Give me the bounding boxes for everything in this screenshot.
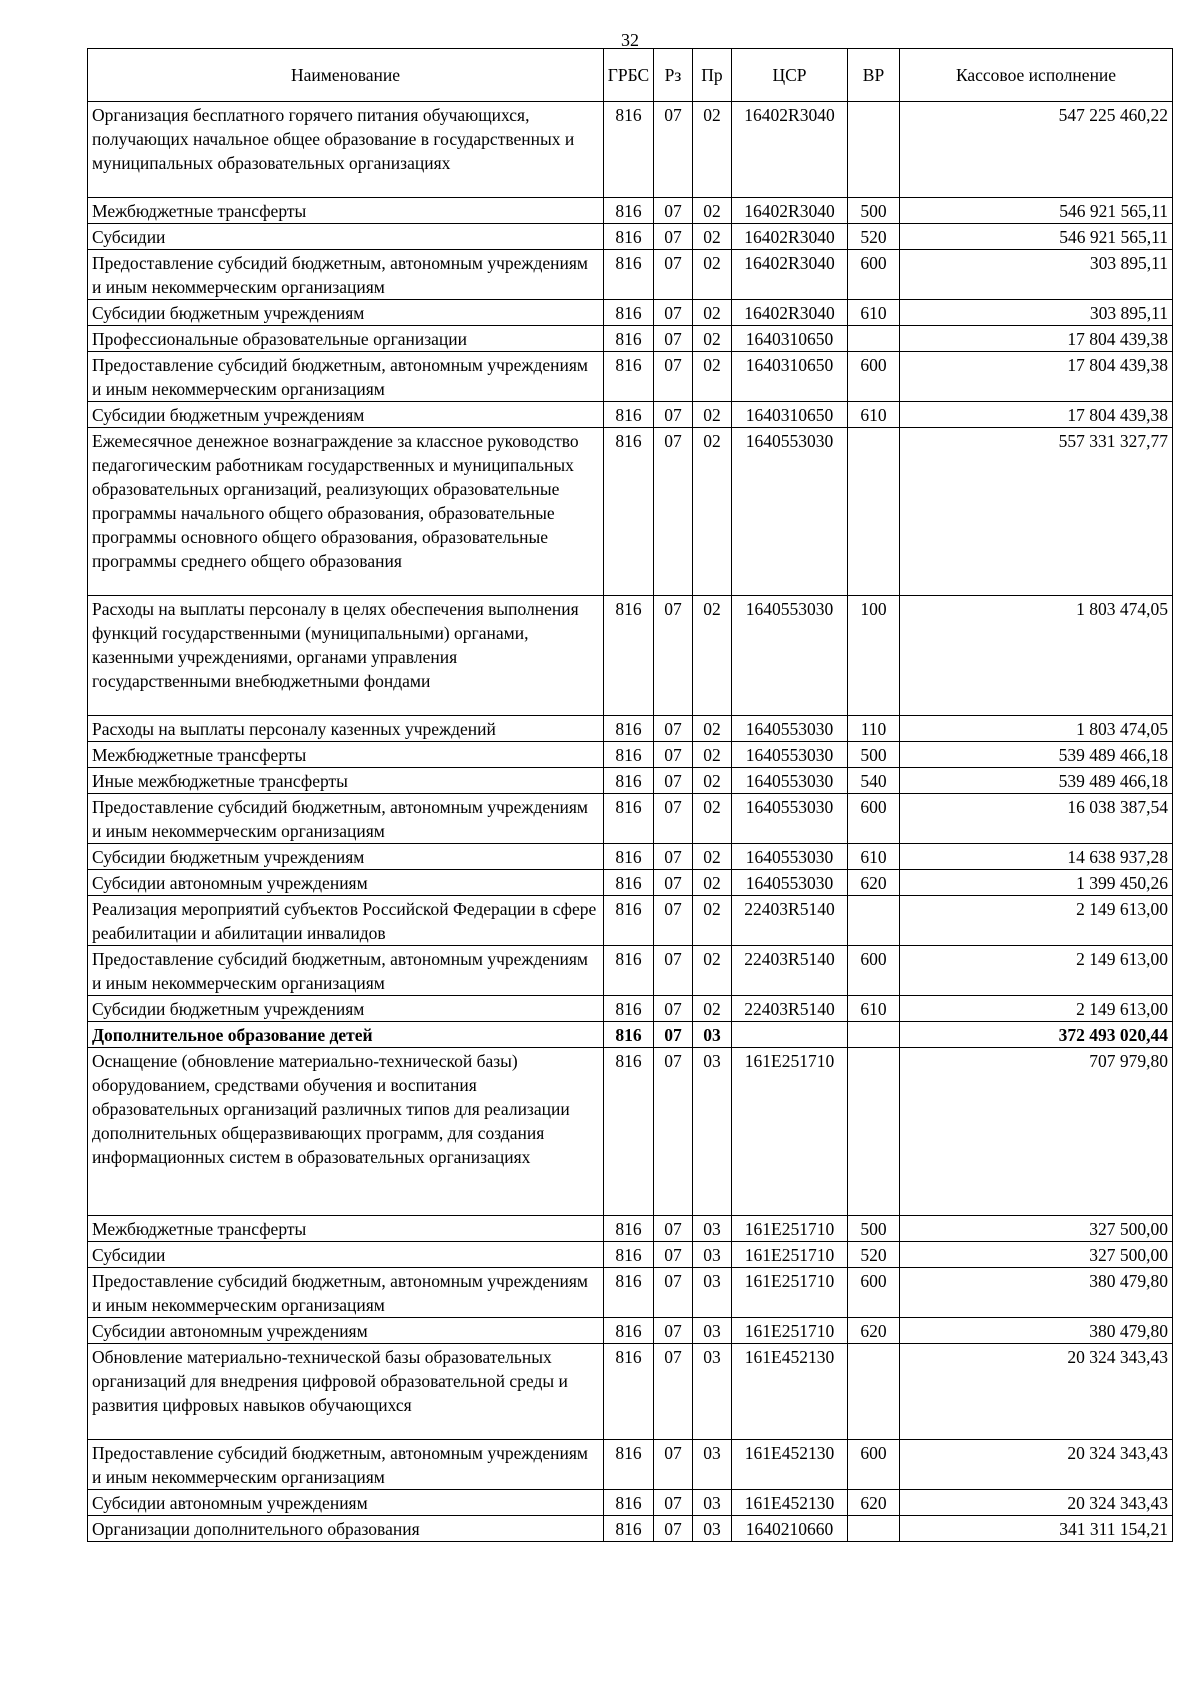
- cell-pr: 02: [693, 768, 732, 794]
- cell-grbs: 816: [604, 1268, 654, 1318]
- cell-grbs: 816: [604, 794, 654, 844]
- table-row: [88, 300, 1173, 326]
- cell-name: Субсидии бюджетным учреждениям: [88, 300, 604, 326]
- cell-amount: 539 489 466,18: [900, 768, 1173, 794]
- cell-amount: 380 479,80: [900, 1318, 1173, 1344]
- cell-rz: 07: [654, 768, 693, 794]
- cell-rz: 07: [654, 250, 693, 300]
- table-row: [88, 1242, 1173, 1268]
- cell-csr: 16402R3040: [732, 300, 848, 326]
- cell-vr: 620: [848, 1318, 900, 1344]
- cell-vr: 500: [848, 1216, 900, 1242]
- cell-pr: 02: [693, 996, 732, 1022]
- cell-csr: 161E251710: [732, 1048, 848, 1216]
- cell-csr: 22403R5140: [732, 996, 848, 1022]
- cell-pr: 03: [693, 1318, 732, 1344]
- cell-rz: 07: [654, 946, 693, 996]
- table-row: [88, 844, 1173, 870]
- cell-pr: 02: [693, 596, 732, 716]
- cell-name: Субсидии автономным учреждениям: [88, 1490, 604, 1516]
- cell-grbs: 816: [604, 402, 654, 428]
- table-row: [88, 1440, 1173, 1490]
- cell-grbs: 816: [604, 1318, 654, 1344]
- cell-pr: 03: [693, 1242, 732, 1268]
- cell-vr: 610: [848, 996, 900, 1022]
- cell-name: Оснащение (обновление материально-технической базы) оборудованием, средствами обучения и воспитания образовательных организаций различных типов для реализации дополнительных общеразвивающих программ, для создания информационных систем в образовательных организациях: [88, 1048, 604, 1216]
- table-row: [88, 794, 1173, 844]
- cell-grbs: 816: [604, 300, 654, 326]
- cell-vr: 610: [848, 300, 900, 326]
- cell-grbs: 816: [604, 946, 654, 996]
- cell-vr: 110: [848, 716, 900, 742]
- cell-rz: 07: [654, 996, 693, 1022]
- table-row: [88, 896, 1173, 946]
- cell-csr: 1640553030: [732, 428, 848, 596]
- cell-name: Субсидии бюджетным учреждениям: [88, 996, 604, 1022]
- cell-csr: 16402R3040: [732, 198, 848, 224]
- cell-name: Предоставление субсидий бюджетным, автономным учреждениям и иным некоммерческим организациям: [88, 1440, 604, 1490]
- cell-amount: 17 804 439,38: [900, 402, 1173, 428]
- cell-name: Предоставление субсидий бюджетным, автономным учреждениям и иным некоммерческим организациям: [88, 352, 604, 402]
- table-row: [88, 326, 1173, 352]
- cell-rz: 07: [654, 326, 693, 352]
- cell-vr: [848, 1048, 900, 1216]
- cell-amount: 327 500,00: [900, 1216, 1173, 1242]
- cell-grbs: 816: [604, 768, 654, 794]
- cell-grbs: 816: [604, 102, 654, 198]
- cell-csr: 16402R3040: [732, 250, 848, 300]
- table-row: [88, 946, 1173, 996]
- cell-vr: [848, 896, 900, 946]
- cell-csr: 161E452130: [732, 1440, 848, 1490]
- cell-rz: 07: [654, 896, 693, 946]
- cell-amount: 17 804 439,38: [900, 352, 1173, 402]
- cell-csr: 1640553030: [732, 742, 848, 768]
- cell-pr: 02: [693, 844, 732, 870]
- table-row: [88, 1516, 1173, 1542]
- cell-vr: 600: [848, 1440, 900, 1490]
- cell-amount: 20 324 343,43: [900, 1344, 1173, 1440]
- table-row: [88, 870, 1173, 896]
- cell-rz: 07: [654, 1022, 693, 1048]
- cell-csr: 1640310650: [732, 326, 848, 352]
- budget-execution-table: [87, 48, 1173, 1542]
- table-row: [88, 716, 1173, 742]
- table-row: [88, 352, 1173, 402]
- cell-vr: [848, 428, 900, 596]
- cell-vr: 600: [848, 794, 900, 844]
- cell-grbs: 816: [604, 224, 654, 250]
- cell-grbs: 816: [604, 428, 654, 596]
- cell-rz: 07: [654, 1344, 693, 1440]
- cell-vr: 620: [848, 1490, 900, 1516]
- cell-csr: 22403R5140: [732, 896, 848, 946]
- cell-grbs: 816: [604, 1022, 654, 1048]
- cell-csr: 1640553030: [732, 596, 848, 716]
- table-row: [88, 102, 1173, 198]
- cell-name: Расходы на выплаты персоналу казенных учреждений: [88, 716, 604, 742]
- cell-name: Организации дополнительного образования: [88, 1516, 604, 1542]
- cell-pr: 03: [693, 1048, 732, 1216]
- cell-pr: 02: [693, 198, 732, 224]
- cell-csr: 161E452130: [732, 1490, 848, 1516]
- cell-amount: 1 399 450,26: [900, 870, 1173, 896]
- cell-csr: [732, 1022, 848, 1048]
- cell-csr: 1640310650: [732, 402, 848, 428]
- cell-name: Межбюджетные трансферты: [88, 1216, 604, 1242]
- cell-csr: 1640310650: [732, 352, 848, 402]
- cell-rz: 07: [654, 1516, 693, 1542]
- table-row: [88, 1344, 1173, 1440]
- cell-name: Межбюджетные трансферты: [88, 742, 604, 768]
- cell-vr: [848, 326, 900, 352]
- cell-csr: 16402R3040: [732, 224, 848, 250]
- cell-name: Предоставление субсидий бюджетным, автономным учреждениям и иным некоммерческим организациям: [88, 1268, 604, 1318]
- cell-rz: 07: [654, 352, 693, 402]
- cell-pr: 03: [693, 1022, 732, 1048]
- cell-rz: 07: [654, 1242, 693, 1268]
- table-header-row: [88, 49, 1173, 102]
- cell-grbs: 816: [604, 742, 654, 768]
- cell-amount: 2 149 613,00: [900, 996, 1173, 1022]
- cell-amount: 546 921 565,11: [900, 224, 1173, 250]
- cell-rz: 07: [654, 1318, 693, 1344]
- cell-csr: 1640553030: [732, 768, 848, 794]
- cell-amount: 20 324 343,43: [900, 1490, 1173, 1516]
- table-row: [88, 250, 1173, 300]
- cell-name: Профессиональные образовательные организации: [88, 326, 604, 352]
- cell-csr: 1640210660: [732, 1516, 848, 1542]
- cell-pr: 03: [693, 1268, 732, 1318]
- cell-pr: 02: [693, 300, 732, 326]
- cell-rz: 07: [654, 198, 693, 224]
- cell-vr: 520: [848, 1242, 900, 1268]
- cell-vr: 100: [848, 596, 900, 716]
- cell-grbs: 816: [604, 198, 654, 224]
- cell-pr: 02: [693, 946, 732, 996]
- table-row: [88, 224, 1173, 250]
- table-row: [88, 402, 1173, 428]
- cell-amount: 303 895,11: [900, 300, 1173, 326]
- cell-grbs: 816: [604, 250, 654, 300]
- cell-vr: 500: [848, 198, 900, 224]
- cell-vr: [848, 1516, 900, 1542]
- cell-rz: 07: [654, 1268, 693, 1318]
- cell-amount: 546 921 565,11: [900, 198, 1173, 224]
- cell-csr: 1640553030: [732, 716, 848, 742]
- cell-name: Реализация мероприятий субъектов Российской Федерации в сфере реабилитации и абилитации инвалидов: [88, 896, 604, 946]
- cell-vr: 620: [848, 870, 900, 896]
- table-row: [88, 428, 1173, 596]
- cell-grbs: 816: [604, 896, 654, 946]
- cell-grbs: 816: [604, 1048, 654, 1216]
- cell-amount: 707 979,80: [900, 1048, 1173, 1216]
- cell-amount: 327 500,00: [900, 1242, 1173, 1268]
- cell-name: Субсидии автономным учреждениям: [88, 870, 604, 896]
- header-grbs: ГРБС: [604, 49, 654, 102]
- table-row: [88, 996, 1173, 1022]
- cell-grbs: 816: [604, 1344, 654, 1440]
- header-rz: Рз: [654, 49, 693, 102]
- cell-rz: 07: [654, 794, 693, 844]
- cell-vr: 540: [848, 768, 900, 794]
- cell-name: Субсидии: [88, 224, 604, 250]
- cell-pr: 02: [693, 870, 732, 896]
- cell-amount: 303 895,11: [900, 250, 1173, 300]
- cell-amount: 372 493 020,44: [900, 1022, 1173, 1048]
- cell-name: Расходы на выплаты персоналу в целях обеспечения выполнения функций государственными (муниципальными) органами, казенными учреждениями, органами управления государственными внебюджетными фондами: [88, 596, 604, 716]
- cell-name: Межбюджетные трансферты: [88, 198, 604, 224]
- cell-amount: 2 149 613,00: [900, 896, 1173, 946]
- cell-vr: 520: [848, 224, 900, 250]
- cell-rz: 07: [654, 428, 693, 596]
- cell-pr: 02: [693, 794, 732, 844]
- cell-amount: 1 803 474,05: [900, 716, 1173, 742]
- cell-amount: 341 311 154,21: [900, 1516, 1173, 1542]
- header-vr: ВР: [848, 49, 900, 102]
- cell-amount: 2 149 613,00: [900, 946, 1173, 996]
- cell-rz: 07: [654, 224, 693, 250]
- cell-csr: 161E251710: [732, 1268, 848, 1318]
- cell-pr: 03: [693, 1490, 732, 1516]
- cell-pr: 02: [693, 402, 732, 428]
- cell-amount: 539 489 466,18: [900, 742, 1173, 768]
- cell-csr: 161E251710: [732, 1318, 848, 1344]
- cell-vr: 600: [848, 1268, 900, 1318]
- cell-pr: 03: [693, 1516, 732, 1542]
- cell-csr: 1640553030: [732, 794, 848, 844]
- header-pr: Пр: [693, 49, 732, 102]
- cell-name: Обновление материально-технической базы образовательных организаций для внедрения цифровой образовательной среды и развития цифровых навыков обучающихся: [88, 1344, 604, 1440]
- table-row: [88, 1490, 1173, 1516]
- cell-rz: 07: [654, 742, 693, 768]
- cell-name: Субсидии: [88, 1242, 604, 1268]
- cell-vr: 610: [848, 402, 900, 428]
- cell-rz: 07: [654, 1490, 693, 1516]
- cell-pr: 02: [693, 224, 732, 250]
- table-row: [88, 1318, 1173, 1344]
- cell-grbs: 816: [604, 326, 654, 352]
- cell-pr: 02: [693, 742, 732, 768]
- cell-rz: 07: [654, 1216, 693, 1242]
- table-row: [88, 768, 1173, 794]
- table-row: [88, 1022, 1173, 1048]
- cell-name: Ежемесячное денежное вознаграждение за классное руководство педагогическим работникам государственных и муниципальных образовательных организаций, реализующих образовательные программы начального общего образования, образовательные программы основного общего образования, образовательные программы среднего общего образования: [88, 428, 604, 596]
- cell-rz: 07: [654, 1048, 693, 1216]
- cell-pr: 02: [693, 102, 732, 198]
- cell-pr: 03: [693, 1440, 732, 1490]
- cell-pr: 02: [693, 326, 732, 352]
- table-row: [88, 1048, 1173, 1216]
- cell-grbs: 816: [604, 352, 654, 402]
- cell-grbs: 816: [604, 870, 654, 896]
- cell-rz: 07: [654, 300, 693, 326]
- cell-amount: 557 331 327,77: [900, 428, 1173, 596]
- cell-amount: 20 324 343,43: [900, 1440, 1173, 1490]
- table-row: [88, 742, 1173, 768]
- cell-grbs: 816: [604, 1440, 654, 1490]
- cell-amount: 1 803 474,05: [900, 596, 1173, 716]
- cell-csr: 1640553030: [732, 844, 848, 870]
- table-row: [88, 198, 1173, 224]
- cell-grbs: 816: [604, 596, 654, 716]
- cell-vr: [848, 1022, 900, 1048]
- cell-csr: 22403R5140: [732, 946, 848, 996]
- header-csr: ЦСР: [732, 49, 848, 102]
- cell-vr: 610: [848, 844, 900, 870]
- cell-rz: 07: [654, 596, 693, 716]
- cell-name: Субсидии бюджетным учреждениям: [88, 402, 604, 428]
- cell-name: Дополнительное образование детей: [88, 1022, 604, 1048]
- cell-pr: 03: [693, 1216, 732, 1242]
- cell-vr: [848, 102, 900, 198]
- cell-grbs: 816: [604, 1242, 654, 1268]
- table-row: [88, 1268, 1173, 1318]
- cell-amount: 14 638 937,28: [900, 844, 1173, 870]
- cell-grbs: 816: [604, 716, 654, 742]
- cell-csr: 161E452130: [732, 1344, 848, 1440]
- header-name: Наименование: [88, 49, 604, 102]
- cell-vr: 600: [848, 250, 900, 300]
- cell-amount: 16 038 387,54: [900, 794, 1173, 844]
- cell-grbs: 816: [604, 1216, 654, 1242]
- cell-rz: 07: [654, 1440, 693, 1490]
- cell-grbs: 816: [604, 1490, 654, 1516]
- cell-csr: 16402R3040: [732, 102, 848, 198]
- cell-grbs: 816: [604, 1516, 654, 1542]
- cell-pr: 02: [693, 428, 732, 596]
- cell-rz: 07: [654, 870, 693, 896]
- cell-grbs: 816: [604, 996, 654, 1022]
- cell-rz: 07: [654, 844, 693, 870]
- cell-rz: 07: [654, 102, 693, 198]
- cell-vr: 500: [848, 742, 900, 768]
- cell-pr: 02: [693, 716, 732, 742]
- cell-vr: 600: [848, 352, 900, 402]
- header-amount: Кассовое исполнение: [900, 49, 1173, 102]
- cell-amount: 380 479,80: [900, 1268, 1173, 1318]
- cell-pr: 02: [693, 352, 732, 402]
- cell-pr: 03: [693, 1344, 732, 1440]
- cell-pr: 02: [693, 250, 732, 300]
- cell-name: Предоставление субсидий бюджетным, автономным учреждениям и иным некоммерческим организациям: [88, 794, 604, 844]
- cell-rz: 07: [654, 716, 693, 742]
- cell-name: Субсидии автономным учреждениям: [88, 1318, 604, 1344]
- cell-amount: 547 225 460,22: [900, 102, 1173, 198]
- cell-grbs: 816: [604, 844, 654, 870]
- cell-vr: 600: [848, 946, 900, 996]
- cell-amount: 17 804 439,38: [900, 326, 1173, 352]
- cell-rz: 07: [654, 402, 693, 428]
- table-row: [88, 1216, 1173, 1242]
- cell-name: Иные межбюджетные трансферты: [88, 768, 604, 794]
- table-body: [88, 102, 1173, 1542]
- cell-name: Субсидии бюджетным учреждениям: [88, 844, 604, 870]
- cell-csr: 161E251710: [732, 1216, 848, 1242]
- table-row: [88, 596, 1173, 716]
- page-number: 32: [621, 30, 639, 50]
- cell-csr: 161E251710: [732, 1242, 848, 1268]
- cell-name: Предоставление субсидий бюджетным, автономным учреждениям и иным некоммерческим организациям: [88, 946, 604, 996]
- cell-name: Организация бесплатного горячего питания обучающихся, получающих начальное общее образование в государственных и муниципальных образовательных организациях: [88, 102, 604, 198]
- cell-vr: [848, 1344, 900, 1440]
- cell-csr: 1640553030: [732, 870, 848, 896]
- cell-name: Предоставление субсидий бюджетным, автономным учреждениям и иным некоммерческим организациям: [88, 250, 604, 300]
- cell-pr: 02: [693, 896, 732, 946]
